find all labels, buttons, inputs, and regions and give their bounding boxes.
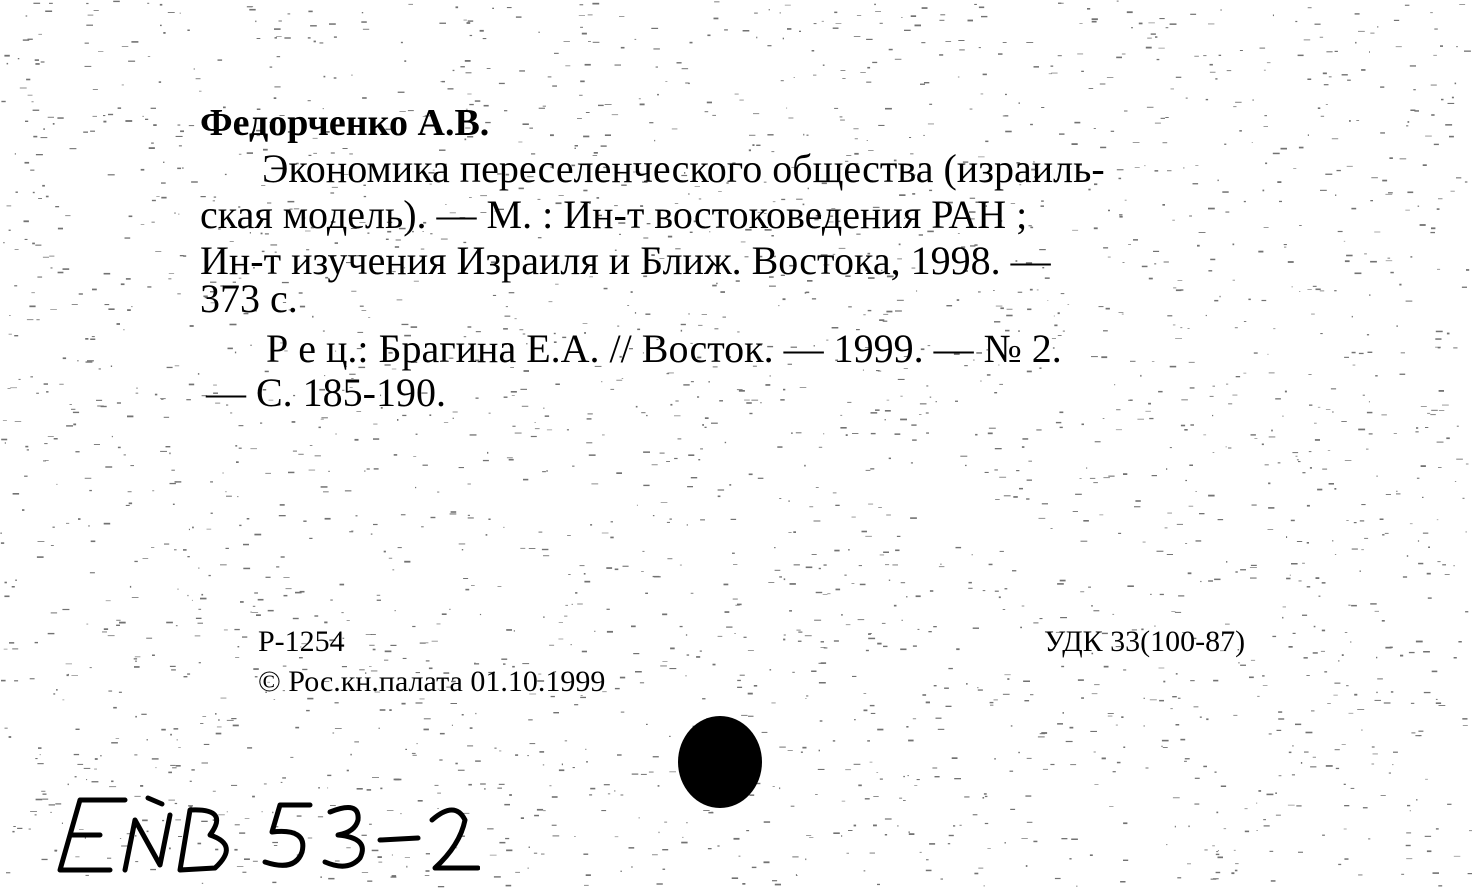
title-line-1: Экономика переселенческого общества (израиль- bbox=[262, 146, 1105, 191]
udk-code: УДК 33(100-87) bbox=[1044, 625, 1246, 658]
review-line-2: — С. 185-190. bbox=[206, 370, 446, 415]
author-name: Федорченко А.В. bbox=[200, 102, 490, 144]
handwritten-shelfmark bbox=[40, 790, 480, 880]
title-line-2: ская модель). — М. : Ин-т востоковедения РАН ; bbox=[200, 192, 1028, 237]
pages-line: 373 с. bbox=[200, 276, 298, 321]
review-line-1: Р е ц.: Брагина Е.А. // Восток. — 1999. — № 2. bbox=[266, 326, 1062, 371]
title-line-3: Ин-т изучения Израиля и Ближ. Востока, 1998. — bbox=[200, 238, 1051, 283]
punch-hole bbox=[678, 716, 762, 808]
copyright-line: © Рос.кн.палата 01.10.1999 bbox=[258, 665, 606, 698]
card-code: Р-1254 bbox=[258, 625, 345, 658]
